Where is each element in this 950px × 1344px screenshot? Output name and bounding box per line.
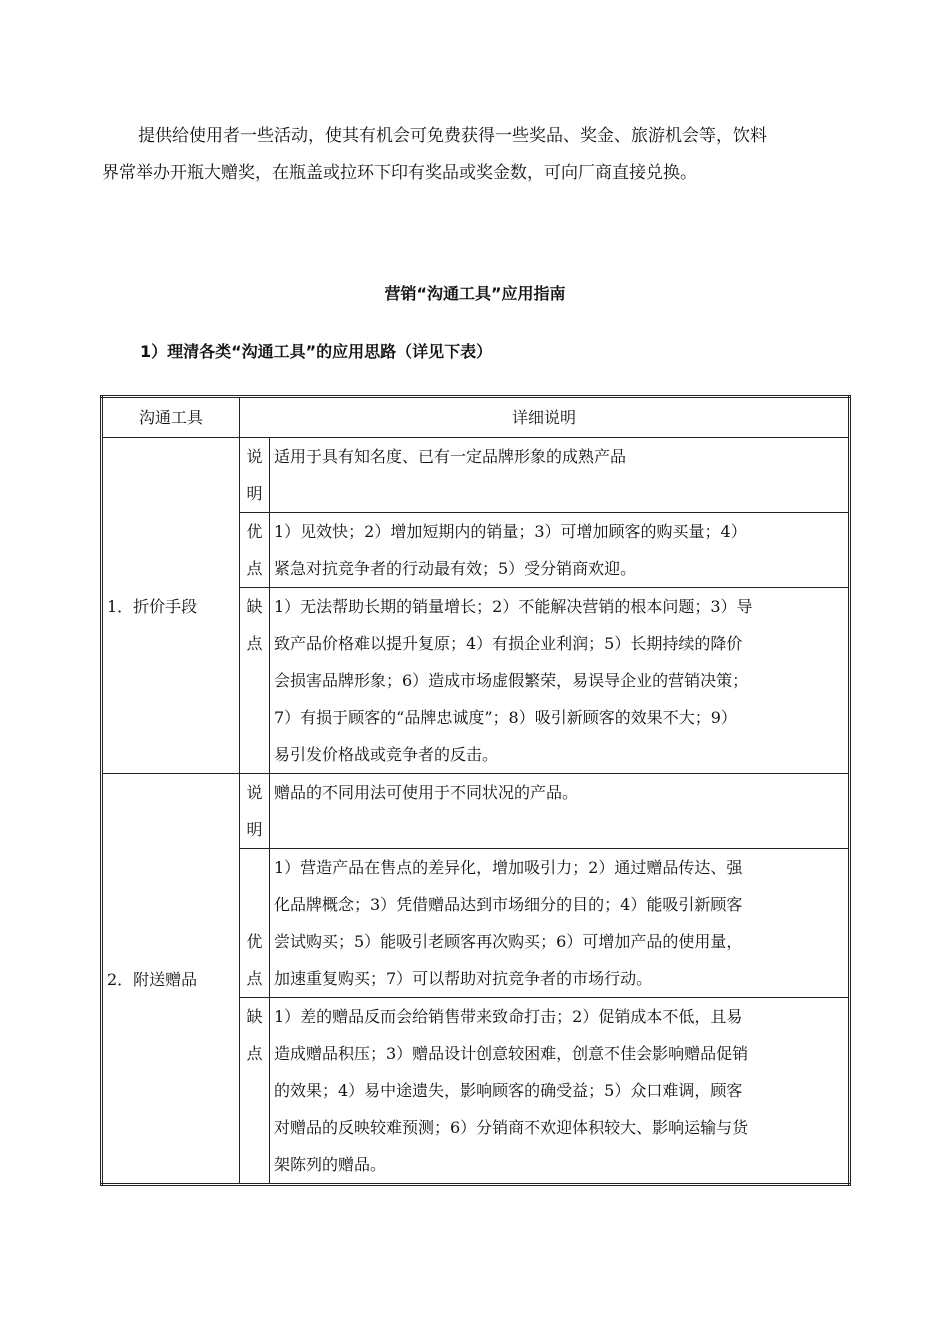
detail-cell: 1）营造产品在售点的差异化，增加吸引力；2）通过赠品传达、强 化品牌概念；3）凭借赠品达到市场细分的目的；4）能吸引新顾客 尝试购买；5）能吸引老顾客再次购买；6）可增加产品的使用量， 加速重复购买；7）可以帮助对抗竞争者的市场行动。 xyxy=(270,849,850,998)
table-header-row xyxy=(102,397,850,438)
table-row xyxy=(102,774,850,849)
detail-cell: 赠品的不同用法可使用于不同状况的产品。 xyxy=(270,774,850,849)
aspect-cell: 说 明 xyxy=(240,438,270,513)
detail-cell: 1）差的赠品反而会给销售带来致命打击；2）促销成本不低，且易 造成赠品积压；3）赠品设计创意较困难，创意不佳会影响赠品促销 的效果；4）易中途遗失，影响顾客的确受益；5）众口难调，顾客 对赠品的反映较难预测；6）分销商不欢迎体积较大、影响运输与货 架陈列的赠品。 xyxy=(270,998,850,1185)
aspect-cell: 优 点 xyxy=(240,849,270,998)
tools-table xyxy=(100,395,851,1186)
section-subtitle: 1）理清各类“沟通工具”的应用思路（详见下表） xyxy=(140,342,493,361)
aspect-cell: 缺 点 xyxy=(240,588,270,774)
detail-cell: 1）无法帮助长期的销量增长；2）不能解决营销的根本问题；3）导 致产品价格难以提升复原；4）有损企业利润；5）长期持续的降价 会损害品牌形象；6）造成市场虚假繁荣，易误导企业的营销决策； 7）有损于顾客的“品牌忠诚度”；8）吸引新顾客的效果不大；9） 易引发价格战或竞争者的反击。 xyxy=(270,588,850,774)
intro-paragraph xyxy=(102,118,850,192)
section-title: 营销“沟通工具”应用指南 xyxy=(384,284,566,303)
aspect-cell: 优 点 xyxy=(240,513,270,588)
intro-line-2: 界常举办开瓶大赠奖，在瓶盖或拉环下印有奖品或奖金数，可向厂商直接兑换。 xyxy=(102,163,697,183)
detail-cell: 适用于具有知名度、已有一定品牌形象的成熟产品 xyxy=(270,438,850,513)
header-tool: 沟通工具 xyxy=(102,397,240,438)
aspect-cell: 缺 点 xyxy=(240,998,270,1185)
tool-name: 2．附送赠品 xyxy=(102,774,240,1185)
detail-cell: 1）见效快；2）增加短期内的销量；3）可增加顾客的购买量；4） 紧急对抗竞争者的行动最有效；5）受分销商欢迎。 xyxy=(270,513,850,588)
aspect-cell: 说 明 xyxy=(240,774,270,849)
tool-name: 1．折价手段 xyxy=(102,438,240,774)
intro-line-1: 提供给使用者一些活动，使其有机会可免费获得一些奖品、奖金、旅游机会等，饮料 xyxy=(138,126,767,146)
table-row xyxy=(102,438,850,513)
header-detail: 详细说明 xyxy=(240,397,850,438)
